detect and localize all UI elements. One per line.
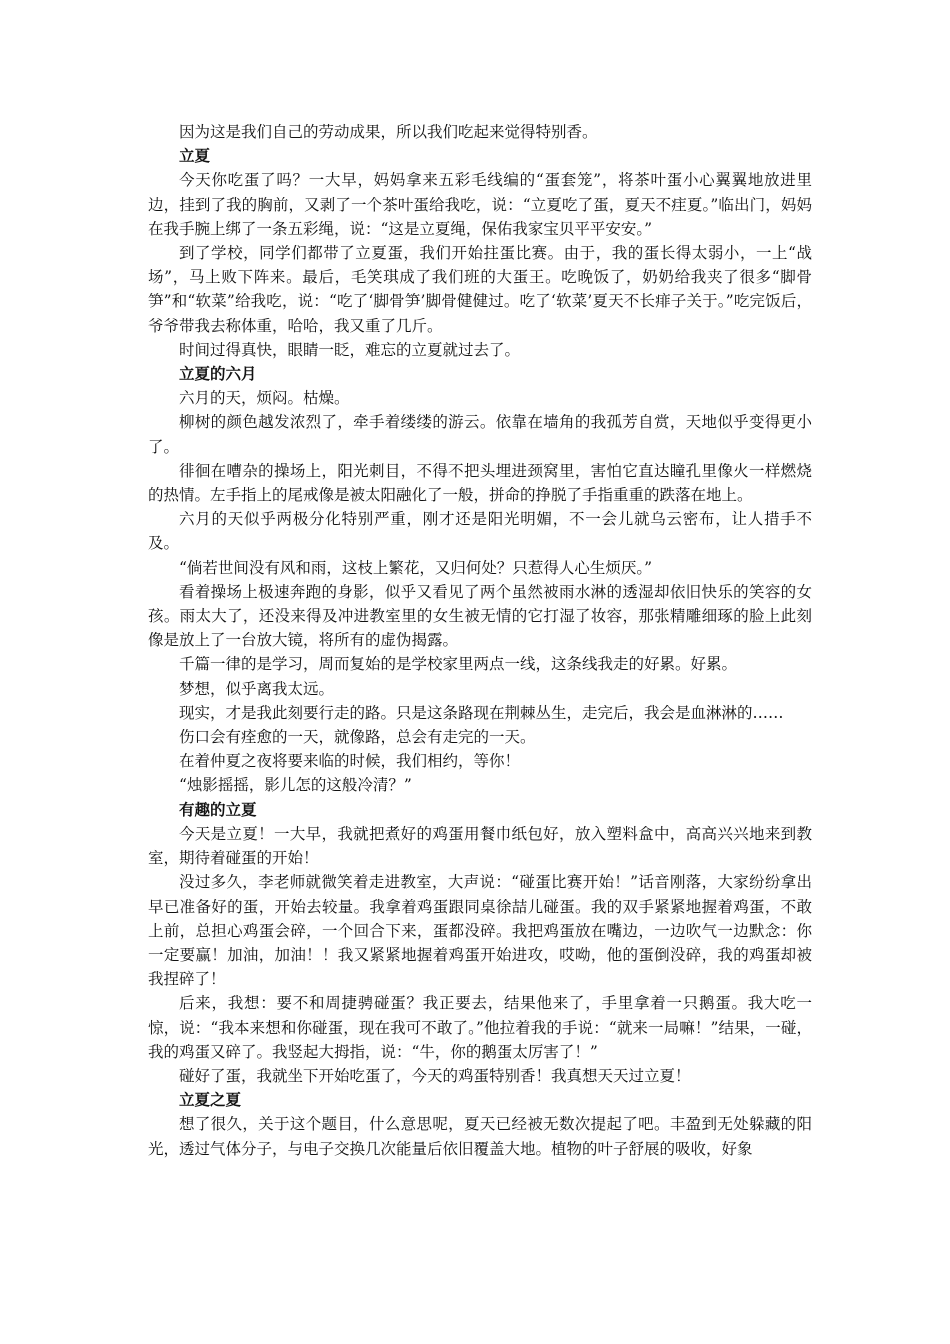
paragraph: 千篇一律的是学习，周而复始的是学校家里两点一线，这条线我走的好累。好累。 [179,655,738,674]
paragraph: 没过多久，李老师就微笑着走进教室，大声说：“碰蛋比赛开始！”话音刚落，大家纷纷拿出早已准备好的蛋，开始去较量。我拿着鸡蛋跟同桌徐喆儿碰蛋。我的双手紧紧地握着鸡蛋，不敢上前，总担心鸡蛋会碎，一个回合下来，蛋都没碎。我把鸡蛋放在嘴边，一边吹气一边默念：你一定要赢！加油，加油！！我又紧紧地握着鸡蛋开始进攻，哎呦，他的蛋倒没碎，我的鸡蛋却被我捏碎了！ [148,873,812,989]
section-heading: 立夏 [179,146,211,166]
document-page [148,120,812,1161]
paragraph: 今天是立夏！一大早，我就把煮好的鸡蛋用餐巾纸包好，放入塑料盒中，高高兴兴地来到教室，期待着碰蛋的开始！ [148,824,812,868]
paragraph: “倘若世间没有风和雨，这枝上繁花，又归何处？只惹得人心生烦厌。” [179,558,653,577]
paragraph: 想了很久，关于这个题目，什么意思呢，夏天已经被无数次提起了吧。丰盈到无处躲藏的阳光，透过气体分子，与电子交换几次能量后依旧覆盖大地。植物的叶子舒展的吸收，好象 [148,1115,812,1158]
section-heading: 立夏的六月 [179,364,257,384]
paragraph: 到了学校，同学们都带了立夏蛋，我们开始拄蛋比赛。由于，我的蛋长得太弱小，一上“战场”，马上败下阵来。最后，毛笑琪成了我们班的大蛋王。吃晚饭了，奶奶给我夹了很多“脚骨笋”和“软菜”给我吃，说：“吃了‘脚骨笋’脚骨健健过。吃了‘软菜’夏天不长痱子关于。”吃完饭后，爷爷带我去称体重，哈哈，我又重了几斤。 [148,244,812,335]
section-heading: 立夏之夏 [179,1090,242,1110]
paragraph: 在着仲夏之夜将要来临的时候，我们相约，等你！ [179,752,521,771]
paragraph: 徘徊在嘈杂的操场上，阳光刺目，不得不把头埋进颈窝里，害怕它直达瞳孔里像火一样燃烧的热情。左手指上的尾戒像是被太阳融化了一般，拼命的挣脱了手指重重的跌落在地上。 [148,461,812,505]
paragraph: 六月的天，烦闷。枯燥。 [179,389,350,408]
paragraph: “烛影摇摇，影儿怎的这般冷清？” [179,776,412,795]
paragraph: 六月的天似乎两极分化特别严重，刚才还是阳光明媚，不一会儿就乌云密布，让人措手不及。 [148,510,812,553]
paragraph: 梦想，似乎离我太远。 [179,679,335,698]
paragraph: 今天你吃蛋了吗？一大早，妈妈拿来五彩毛线编的“蛋套笼”，将茶叶蛋小心翼翼地放进里边，挂到了我的胸前，又剥了一个茶叶蛋给我吃，说：“立夏吃了蛋，夏天不疰夏。”临出门，妈妈在我手腕上绑了一条五彩绳，说：“这是立夏绳，保佑我家宝贝平平安安。” [148,171,812,238]
paragraph: 看着操场上极速奔跑的身影，似乎又看见了两个虽然被雨水淋的透湿却依旧快乐的笑容的女孩。雨太大了，还没来得及冲进教室里的女生被无情的它打湿了妆容，那张精雕细琢的脸上此刻像是放上了一台放大镜，将所有的虚伪揭露。 [148,582,812,650]
paragraph: 时间过得真快，眼睛一眨，难忘的立夏就过去了。 [179,340,521,359]
paragraph: 后来，我想：要不和周捷骋碰蛋？我正要去，结果他来了，手里拿着一只鹅蛋。我大吃一惊，说：“我本来想和你碰蛋，现在我可不敢了。”他拉着我的手说：“就来一局嘛！”结果，一碰，我的鸡蛋又碎了。我竖起大拇指，说：“牛，你的鹅蛋太厉害了！” [148,994,812,1061]
paragraph: 碰好了蛋，我就坐下开始吃蛋了，今天的鸡蛋特别香！我真想天天过立夏！ [179,1066,691,1085]
paragraph: 因为这是我们自己的劳动成果，所以我们吃起来觉得特别香。 [179,123,598,141]
section-heading: 有趣的立夏 [179,799,257,819]
paragraph: 柳树的颜色越发浓烈了，牵手着缕缕的游云。依靠在墙角的我孤芳自赏，天地似乎变得更小了。 [148,413,812,456]
paragraph: 伤口会有痊愈的一天，就像路，总会有走完的一天。 [179,728,536,747]
paragraph: 现实，才是我此刻要行走的路。只是这条路现在荆棘丛生，走完后，我会是血淋淋的…… [179,703,784,722]
